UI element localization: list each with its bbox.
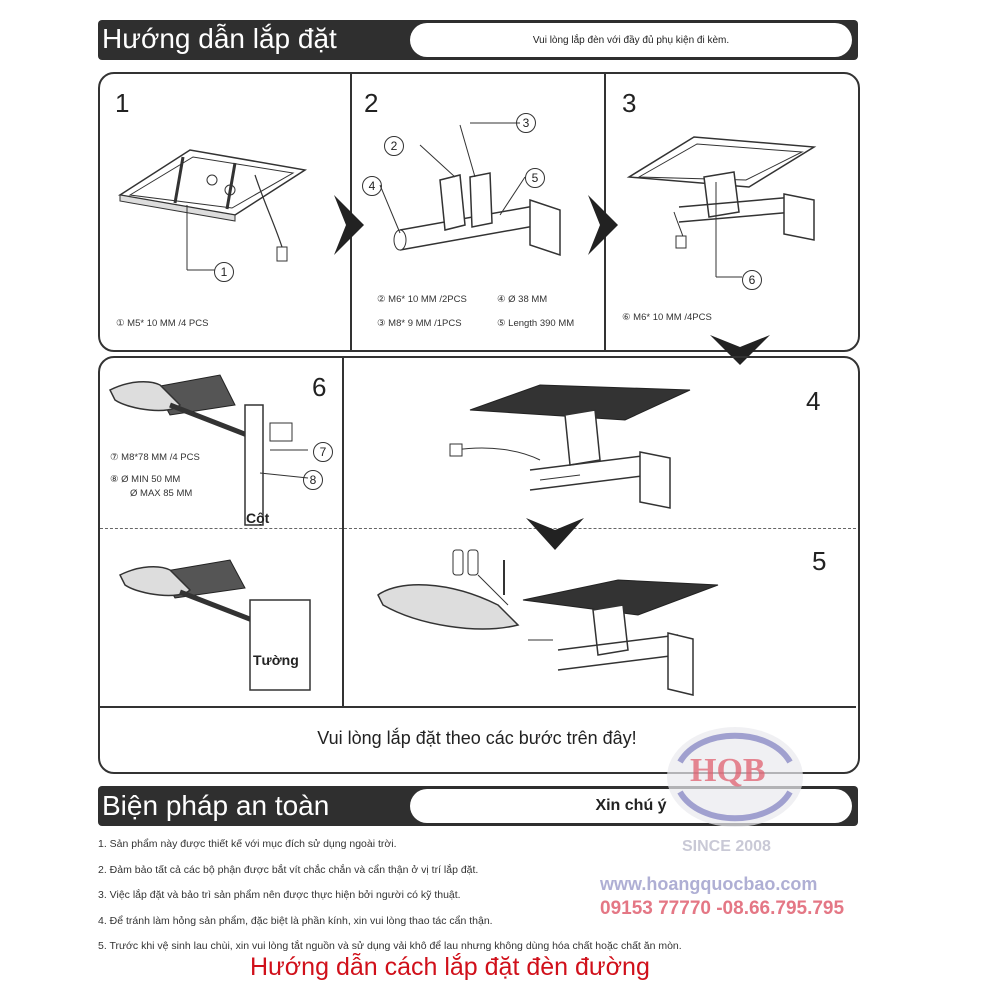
step-2-number: 2 [364,88,379,118]
step-6-spec-b: ⑧ Ø MIN 50 MM [110,474,181,485]
step-5-number: 5 [812,546,827,576]
divider-dashed-right [344,528,856,529]
install-title: Hướng dẫn lắp đặt [102,23,337,54]
step-3-spec: ⑥ M6* 10 MM /4PCS [622,312,712,323]
step-1-number: 1 [115,88,130,118]
watermark-since: SINCE 2008 [682,838,771,855]
safety-title: Biện pháp an toàn [102,790,330,821]
install-header-bar [98,20,858,60]
safety-item: 3. Việc lắp đặt và bảo trì sản phẩm nên được thực hiện bởi người có kỹ thuật. [98,889,461,901]
callout-2: 2 [384,136,404,156]
wall-label: Tường [253,652,299,668]
callout-6-a: 6 [742,270,762,290]
install-note: Vui lòng lắp đèn với đầy đủ phụ kiện đi kèm. [532,35,730,46]
safety-item: 1. Sản phẩm này được thiết kế với mục đích sử dụng ngoài trời. [98,838,397,850]
divider-vertical [342,357,344,706]
step-2-spec-b: ④ Ø 38 MM [497,294,548,305]
divider-horizontal [100,706,856,708]
step-3-illustration [624,132,844,282]
page-caption: Hướng dẫn cách lắp đặt đèn đường [250,953,650,981]
callout-1-a: 1 [214,262,234,282]
safety-item: 4. Để tránh làm hỏng sản phẩm, đặc biệt là phần kính, xin vui lòng thao tác cẩn thận. [98,915,493,927]
step-2-spec-c: ③ M8* 9 MM /1PCS [377,318,462,329]
divider-dashed-left [100,528,342,529]
steps-footer-note: Vui lòng lắp đặt theo các bước trên đây! [317,728,637,748]
safety-item: 2. Đảm bảo tất cả các bộ phận được bắt vít chắc chắn và cẩn thận ở vị trí lắp đặt. [98,864,479,876]
callout-3: 3 [516,113,536,133]
safety-item: 5. Trước khi vệ sinh lau chùi, xin vui lòng tắt nguồn và sử dụng vải khô để lau nhưng không dùng hóa chất hoặc chất ăn mòn. [98,940,682,952]
safety-note: Xin chú ý [595,797,667,814]
step-3-number: 3 [622,88,637,118]
step-6-pole-illustration [110,375,340,525]
install-note-pill [410,23,852,57]
step-4-illustration [450,380,690,520]
step-6-spec-c: Ø MAX 85 MM [130,488,193,499]
step-4-number: 4 [806,386,821,416]
arrow-right-icon [334,195,364,255]
callout-4: 4 [362,176,382,196]
step-6-wall-illustration [120,560,320,690]
step-5-illustration [378,545,718,705]
arrow-right-icon [588,195,618,255]
pole-label: Cột [246,510,270,526]
callout-5: 5 [525,168,545,188]
watermark-logo-text: HQB [690,752,766,789]
callout-8-a: 8 [303,470,323,490]
step-2-spec-a: ② M6* 10 MM /2PCS [377,294,467,305]
watermark-site: www.hoangquocbao.com [600,874,818,894]
step-1-illustration [115,145,315,275]
step-1-spec: ① M5* 10 MM /4 PCS [116,318,209,329]
step-2-spec-d: ⑤ Length 390 MM [497,318,575,329]
step-6-spec-a: ⑦ M8*78 MM /4 PCS [110,452,200,463]
step-6-number: 6 [312,372,327,402]
callout-7-a: 7 [313,442,333,462]
watermark-phone: 09153 77770 -08.66.795.795 [600,898,845,919]
